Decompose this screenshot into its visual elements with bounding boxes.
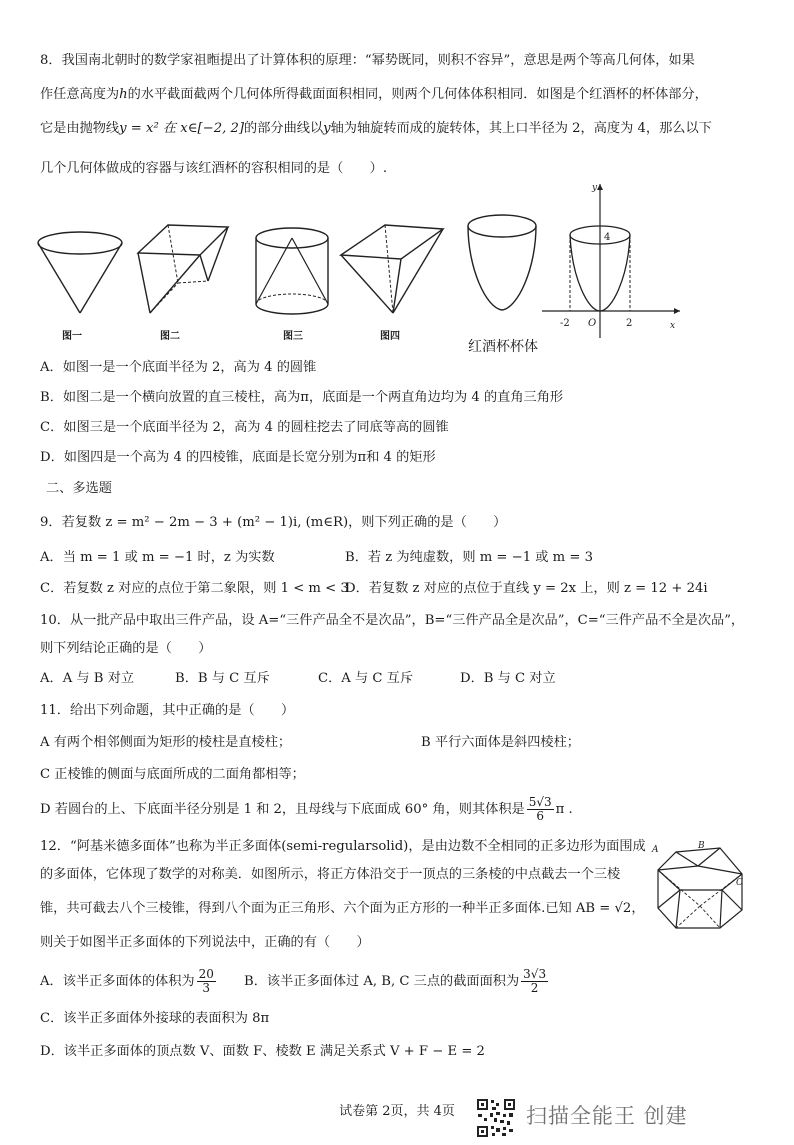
figure-3-cylinder bbox=[250, 222, 335, 322]
q8-line1: 8．我国南北朝时的数学家祖暅提出了计算体积的原理：“幂势既同，则积不容异”，意思是两个等高几何体，如果 bbox=[40, 53, 695, 68]
q11-option-d: D 若圆台的上、下底面半径分别是 1 和 2，且母线与下底面成 60° 角，则其体积是 $\frac{5√3}{6}$ π . bbox=[40, 795, 573, 823]
figure-4-label: 图四 bbox=[380, 331, 400, 342]
q8-line4: 几个几何体做成的容器与该红酒杯的容积相同的是（ ）. bbox=[40, 161, 388, 176]
axis-origin: O bbox=[588, 318, 597, 329]
axis-tick-neg2: -2 bbox=[560, 318, 570, 329]
vertex-label-c: C bbox=[736, 878, 743, 888]
page-footer: 试卷第 2页，共 4页 bbox=[339, 1104, 455, 1119]
q9-option-d: D．若复数 z 对应的点位于直线 y = 2x 上，则 z = 12 + 24i bbox=[345, 581, 708, 596]
q10-line1: 10．从一批产品中取出三件产品，设 A=“三件产品全不是次品”，B=“三件产品全是次品”，C=“三件产品不全是次品”， bbox=[40, 613, 745, 628]
q10-option-d: D．B 与 C 对立 bbox=[460, 671, 556, 686]
q9-option-a: A．当 m = 1 或 m = −1 时，z 为实数 bbox=[40, 550, 275, 565]
axis-y-label: y bbox=[592, 183, 598, 193]
q12-option-c: C．该半正多面体外接球的表面积为 8π bbox=[40, 1011, 270, 1026]
wine-cup-label: 红酒杯杯体 bbox=[468, 339, 538, 355]
axis-tick-2: 2 bbox=[626, 318, 633, 329]
wine-cup-figure bbox=[462, 208, 542, 318]
figure-4-pyramid bbox=[335, 215, 450, 320]
q8-option-a: A．如图一是一个底面半径为 2，高为 4 的圆锥 bbox=[40, 360, 317, 375]
section-heading: 二、多选题 bbox=[46, 481, 112, 496]
q11-option-b: B 平行六面体是斜四棱柱； bbox=[421, 735, 580, 750]
qr-code-icon bbox=[476, 1098, 516, 1138]
scanner-brand-watermark: 扫描全能王 创建 bbox=[526, 1104, 688, 1128]
q11-stem: 11．给出下列命题，其中正确的是（ ） bbox=[40, 703, 295, 718]
vertex-label-b: B bbox=[698, 841, 705, 851]
q11-option-a: A 有两个相邻侧面为矩形的棱柱是直棱柱； bbox=[40, 735, 292, 750]
figure-2-prism bbox=[130, 215, 240, 320]
q10-option-b: B．B 与 C 互斥 bbox=[175, 671, 270, 686]
q12-line3: 锥，共可截去八个三棱锥，得到八个面为正三角形、六个面为正方形的一种半正多面体.已知 AB = √2， bbox=[40, 901, 645, 916]
q10-option-a: A．A 与 B 对立 bbox=[40, 671, 135, 686]
q9-stem: 9．若复数 z = m² − 2m − 3 + (m² − 1)i, (m∈R)，则下列正确的是（ ） bbox=[40, 515, 507, 530]
q12-option-d: D．该半正多面体的顶点数 V、面数 F、棱数 E 满足关系式 V + F − E = 2 bbox=[40, 1044, 485, 1059]
q9-option-c: C．若复数 z 对应的点位于第二象限，则 1 < m < 3 bbox=[40, 581, 349, 596]
figure-1-cone bbox=[30, 225, 130, 320]
q12-line4: 则关于如图半正多面体的下列说法中，正确的有（ ） bbox=[40, 935, 370, 950]
q10-line2: 则下列结论正确的是（ ） bbox=[40, 641, 212, 656]
q10-option-c: C．A 与 C 互斥 bbox=[318, 671, 414, 686]
q8-option-c: C．如图三是一个底面半径为 2，高为 4 的圆柱挖去了同底等高的圆锥 bbox=[40, 420, 449, 435]
q12-line1: 12．“阿基米德多面体”也称为半正多面体(semi-regularsolid)，是由边数不全相同的正多边形为面围成 bbox=[40, 839, 646, 854]
q11-option-c: C 正棱锥的侧面与底面所成的二面角都相等； bbox=[40, 767, 305, 782]
figure-3-label: 图三 bbox=[283, 331, 303, 342]
q12-line2: 的多面体，它体现了数学的对称美．如图所示，将正方体沿交于一顶点的三条棱的中点截去一个三棱 bbox=[40, 867, 621, 882]
figure-2-label: 图二 bbox=[160, 331, 180, 342]
q12-option-a: A．该半正多面体的体积为 $\frac{20}{3}$ bbox=[40, 967, 214, 995]
axis-tick-4: 4 bbox=[604, 232, 611, 243]
q9-option-b: B．若 z 为纯虚数，则 m = −1 或 m = 3 bbox=[345, 550, 593, 565]
axis-x-label: x bbox=[670, 321, 676, 331]
q8-line2: 作任意高度为h的水平截面截两个几何体所得截面面积相同，则两个几何体体积相同．如图是个红酒杯的杯体部分， bbox=[40, 87, 708, 102]
vertex-label-a: A bbox=[652, 845, 659, 855]
q12-option-b: B．该半正多面体过 A, B, C 三点的截面面积为 $\frac{3√3}{2}$ bbox=[244, 967, 547, 995]
cuboctahedron-figure bbox=[650, 838, 750, 933]
parabola-axes-figure bbox=[540, 178, 690, 338]
figure-1-label: 图一 bbox=[62, 331, 82, 342]
q8-option-d: D．如图四是一个高为 4 的四棱锥，底面是长宽分别为π和 4 的矩形 bbox=[40, 450, 436, 465]
q8-line3: 它是由抛物线y = x² 在 x∈[−2, 2]的部分曲线以y轴为轴旋转而成的旋转体，其上口半径为 2，高度为 4，那么以下 bbox=[40, 121, 712, 136]
q8-option-b: B．如图二是一个横向放置的直三棱柱，高为π，底面是一个两直角边均为 4 的直角三角形 bbox=[40, 390, 564, 405]
